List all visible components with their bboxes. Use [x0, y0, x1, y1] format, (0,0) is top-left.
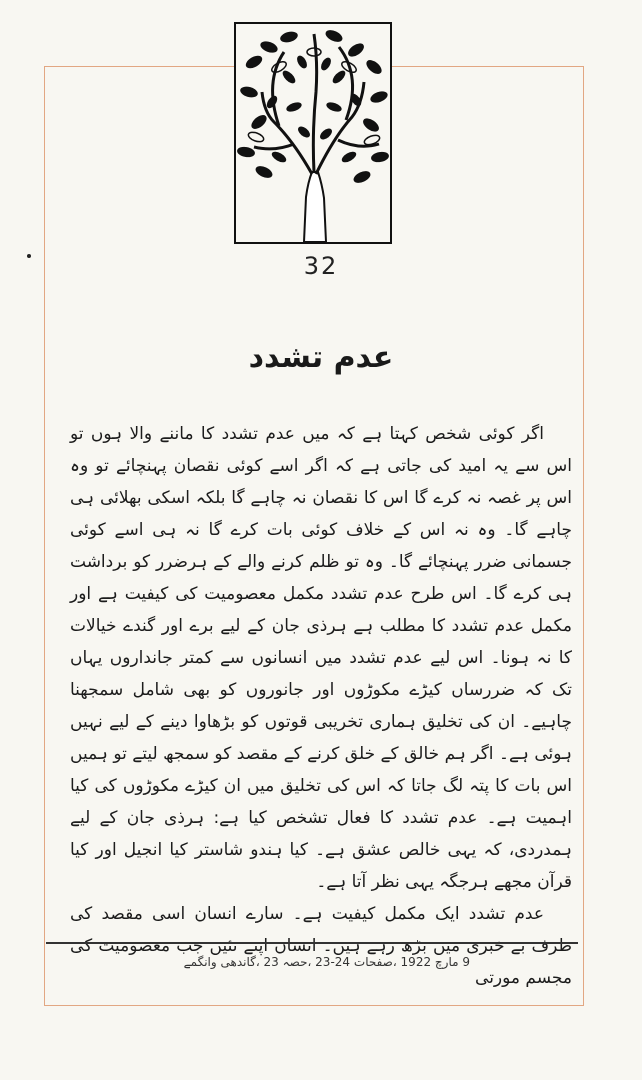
- page-number: 32: [303, 252, 339, 280]
- paragraph: عدم تشدد ایک مکمل کیفیت ہے۔ سارے انسان اسی مقصد کی طرف بے خبری میں بڑھ رہے ہیں۔ انسان اپنے تئیں جب معصومیت کی مجسم مورتی: [70, 904, 572, 988]
- paragraph: اگر کوئی شخص کہتا ہے کہ میں عدم تشدد کا ماننے والا ہوں تو اس سے یہ امید کی جاتی ہے کہ اگر اسے کوئی نقصان پہنچائے تو وہ اس پر غصہ نہ کرے گا اس کا نقصان نہ چاہے گا بلکہ اسکی بھلائی ہی چاہے گا۔ وہ نہ اس کے خلاف کوئی بات کرے گا نہ ہی اسے کوئی جسمانی ضرر پہنچائے گا۔ وہ تو ظلم کرنے والے کے ہرضرر کو برداشت ہی کرے گا۔ اس طرح عدم تشدد مکمل معصومیت کی کیفیت ہے اور مکمل عدم تشدد کا مطلب ہے ہرذی جان کے لیے برے اور گندے خیالات کا نہ ہونا۔ اس لیے عدم تشدد میں انسانوں سے کمتر جانداروں یہاں تک کہ ضررساں کیڑے مکوڑوں اور جانوروں کو بھی شامل سمجھنا چاہیے۔ ان کی تخلیق ہماری تخریبی قوتوں کو بڑھاوا دینے کے لیے نہیں ہوئی ہے۔ اگر ہم خالق کے خلق کرنے کے مقصد کو سمجھ لیتے تو ہمیں اس بات کا پتہ لگ جاتا کہ اس کی تخلیق میں ان کیڑے مکوڑوں کی کیا اہمیت ہے۔ عدم تشدد کا فعال تشخص کیا ہے: ہرذی جان کے لیے ہمدردی، کہ یہی خالص عشق ہے۔ کیا ہندو شاستر کیا انجیل اور کیا قرآن مجھے ہرجگہ یہی نظر آتا ہے۔: [70, 424, 572, 892]
- chapter-title: عدم تشدد: [248, 340, 394, 375]
- body-text: [70, 418, 572, 994]
- tree-icon: [234, 22, 392, 244]
- footnote-divider: [46, 942, 578, 944]
- footnote: 9 مارچ 1922 ،صفحات 24-23 ،حصہ 23 ،گاندھی وانگمے: [183, 955, 470, 969]
